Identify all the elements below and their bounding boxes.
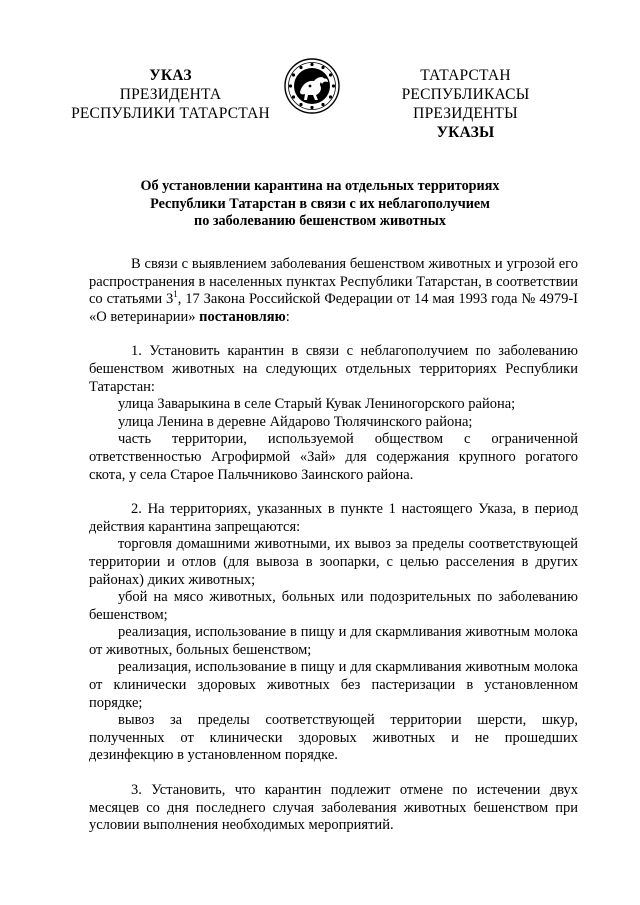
title-line: Республики Татарстан в связи с их неблагополучием [150, 195, 490, 212]
section-1-item: улица Заварыкина в селе Старый Кувак Лениногорского района; [118, 396, 516, 413]
section-2-item: убой на мясо животных, больных или подозрительных по заболеванию бешенством; [89, 589, 578, 623]
header-right [358, 66, 573, 142]
header-right-line: ПРЕЗИДЕНТЫ [413, 105, 518, 122]
header-right-line: ТАТАРСТАН РЕСПУБЛИКАСЫ [401, 67, 530, 103]
section-2-item: реализация, использование в пищу и для скармливания животным молока от животных, больных бешенством; [89, 624, 578, 658]
title-line: по заболеванию бешенством животных [194, 213, 446, 229]
header-left-line: ПРЕЗИДЕНТА [119, 86, 222, 103]
intro-text: , 17 Закона Российской Федерации от 14 мая 1993 года № 4979-I «О ветеринарии» [89, 291, 578, 325]
section-2-lead: 2. На территориях, указанных в пункте 1 настоящего Указа, в период действия карантина запрещаются: [89, 501, 578, 535]
section-1-item: часть территории, используемой обществом с ограниченной ответственностью Агрофирмой «Зай» для содержания крупного рогатого скота, у села Старое Пальчниково Заинского района. [89, 431, 578, 483]
decree-body [89, 256, 578, 835]
intro-keyword: постановляю [199, 308, 286, 325]
tatarstan-coat-of-arms-icon [284, 58, 340, 114]
section-2-item: вывоз за пределы соответствующей территории шерсти, шкур, полученных от клинически здоровых животных и не прошедших дезинфекцию в установленном порядке. [89, 712, 578, 764]
intro-paragraph [89, 256, 578, 326]
section-3-lead: 3. Установить, что карантин подлежит отмене по истечении двух месяцев со дня последнего случая заболевания животных бешенством при условии выполнения необходимых мероприятий. [89, 782, 578, 834]
section-1-lead: 1. Установить карантин в связи с неблагополучием по заболеванию бешенством животных на следующих отдельных территориях Республики Татарстан: [89, 343, 578, 395]
section-1-item: улица Ленина в деревне Айдарово Тюлячинского района; [118, 413, 473, 430]
header-left-line: РЕСПУБЛИКИ ТАТАРСТАН [71, 105, 270, 122]
intro-text: В связи с выявлением заболевания бешенством животных и угрозой его распространения в населенных пунктах Республики Татарстан, в соответствии со статьями 3 [89, 256, 578, 308]
section-2-item: реализация, использование в пищу и для скармливания животным молока от клинически здоровых животных без пастеризации в установленном порядке; [89, 659, 578, 711]
header-left-line: УКАЗ [149, 67, 192, 84]
article-superscript: 1 [173, 289, 178, 300]
header-right-line: УКАЗЫ [436, 124, 495, 141]
decree-title [90, 178, 550, 231]
title-line: Об установлении карантина на отдельных территориях [140, 178, 500, 194]
header-left [68, 66, 273, 123]
intro-text: : [285, 308, 290, 325]
section-2-item: торговля домашними животными, их вывоз за пределы соответствующей территории и отлов (для вывоза в зоопарки, с целью расселения в других районах) диких животных; [89, 536, 578, 588]
